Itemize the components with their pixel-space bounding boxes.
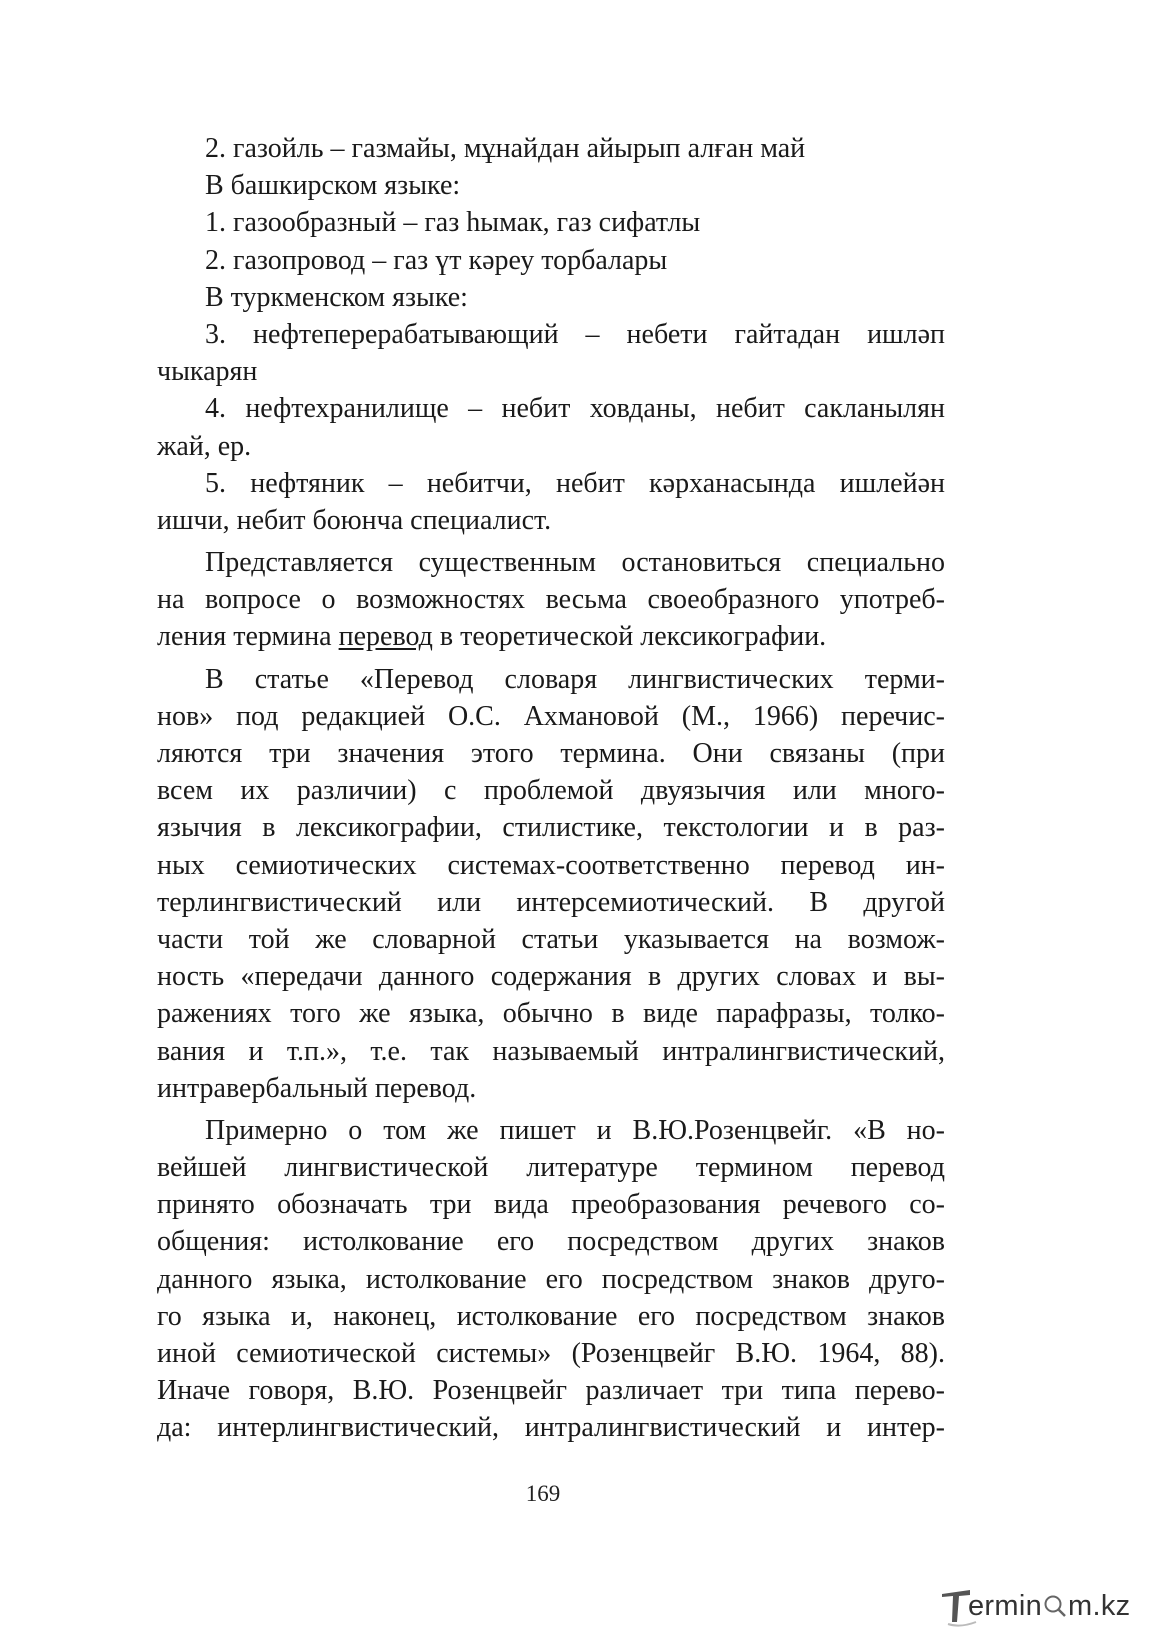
watermark-text <box>968 1589 1130 1623</box>
text-line: В башкирском языке: <box>205 170 461 202</box>
page-number: 169 <box>525 1481 561 1506</box>
text-line: ишчи, небит боюнча специалист. <box>157 504 552 536</box>
text-line: ных семиотических системах-соответственно перевод ин- <box>157 849 945 881</box>
text-span: ления термина <box>157 621 339 653</box>
text-line: чыкарян <box>157 356 258 388</box>
text-line: принято обозначать три вида преобразования речевого со- <box>157 1189 945 1221</box>
site-watermark <box>940 1584 1150 1628</box>
text-line: Иначе говоря, В.Ю. Розенцвейг различает три типа перево- <box>157 1375 945 1407</box>
text-line: нов» под редакцией О.С. Ахмановой (М., 1966) перечис- <box>157 700 945 732</box>
text-line: части той же словарной статьи указывается на возмож- <box>157 923 945 955</box>
document-body <box>157 130 945 1447</box>
text-line: 2. газопровод – газ үт кәреу торбалары <box>205 244 668 276</box>
magnifier-icon <box>1043 1593 1067 1619</box>
underlined-term: перевод <box>338 621 433 653</box>
text-line: на вопросе о возможностях весьма своеобразного употреб- <box>157 584 945 616</box>
text-line: 2. газойль – газмайы, мұнайдан айырып алған май <box>205 133 806 164</box>
text-line: интравербальный перевод. <box>157 1072 477 1104</box>
text-line: терлингвистический или интерсемиотический. В другой <box>157 886 945 918</box>
text-line: жай, ер. <box>157 430 252 462</box>
watermark-text-start: ermin <box>968 1590 1043 1622</box>
text-line: всем их различии) с проблемой двуязычия или много- <box>157 775 945 807</box>
text-line: Примерно о том же пишет и В.Ю.Розенцвейг. «В но- <box>205 1114 945 1146</box>
watermark-text-end: m.kz <box>1068 1590 1131 1622</box>
text-line: язычия в лексикографии, стилистике, текстологии и в раз- <box>157 812 945 844</box>
text-line: да: интерлингвистический, интралингвистический и интер- <box>157 1412 945 1444</box>
text-line: В статье «Перевод словаря лингвистических терми- <box>205 663 945 695</box>
text-line: 4. нефтехранилище – небит ховданы, небит сакланылян <box>205 393 945 425</box>
text-line: 3. нефтеперерабатывающий – небети гайтадан ишләп <box>205 318 945 350</box>
text-line: иной семиотической системы» (Розенцвейг В.Ю. 1964, 88). <box>157 1338 945 1369</box>
text-line: данного языка, истолкование его посредством знаков друго- <box>157 1263 945 1295</box>
text-line: 5. нефтяник – небитчи, небит кәрханасында ишлейән <box>205 467 945 499</box>
text-line: общения: истолкование его посредством других знаков <box>157 1226 945 1258</box>
text-line: ность «передачи данного содержания в других словах и вы- <box>157 961 945 993</box>
text-line: ляются три значения этого термина. Они связаны (при <box>157 738 945 769</box>
text-line: вейшей лингвистической литературе термином перевод <box>157 1152 945 1184</box>
text-line: Представляется существенным остановиться специально <box>205 547 945 579</box>
text-span: в теоретической лексикографии. <box>432 621 827 653</box>
text-line: ражениях того же языка, обычно в виде парафразы, толко- <box>157 998 945 1030</box>
text-line: 1. газообразный – газ һымак, газ сифатлы <box>205 207 701 239</box>
text-line: В туркменском языке: <box>205 281 468 313</box>
text-line: го языка и, наконец, истолкование его посредством знаков <box>157 1300 945 1332</box>
text-line <box>157 618 945 655</box>
text-line: вания и т.п.», т.е. так называемый интралингвистический, <box>157 1035 945 1067</box>
